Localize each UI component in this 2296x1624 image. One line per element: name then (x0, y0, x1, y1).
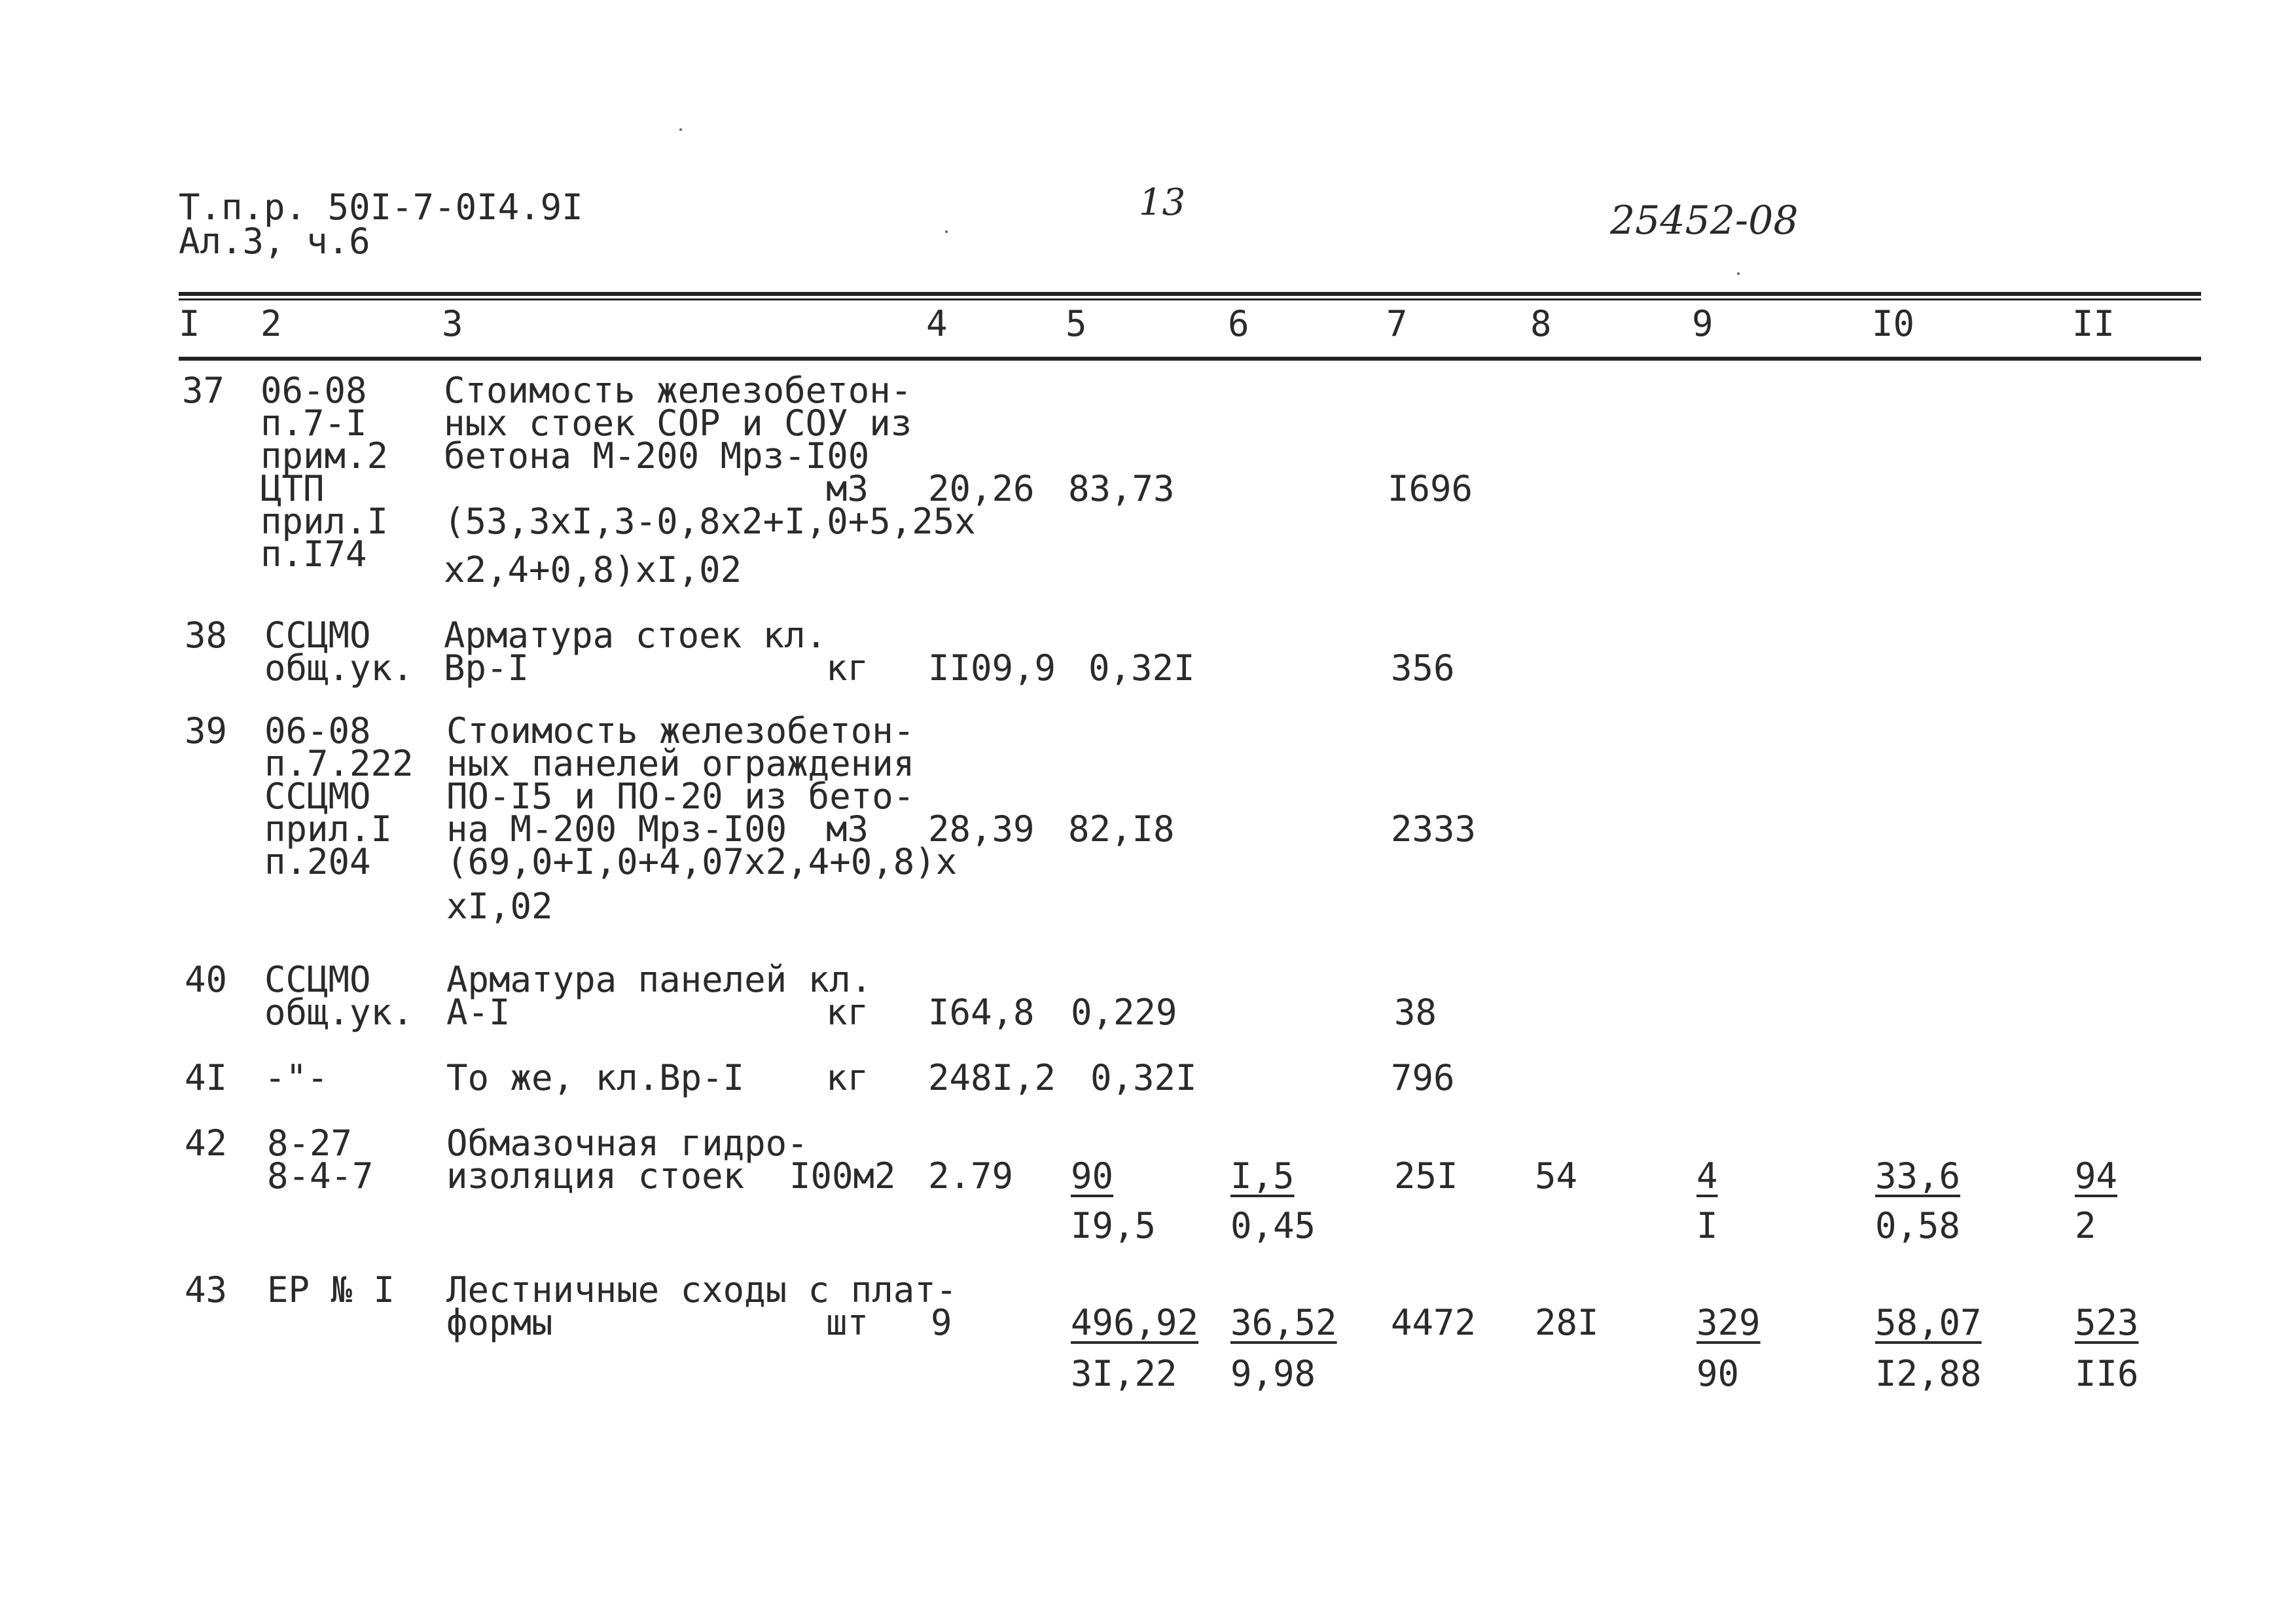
basis-code: п.I74 (260, 533, 367, 575)
total-cost: 2333 (1391, 808, 1477, 850)
machine-total-wages: I (1696, 1205, 1718, 1246)
basis-code: прим.2 (260, 435, 389, 477)
table-top-rule-thin (179, 298, 2201, 300)
basis-code: 8-27 (267, 1123, 353, 1164)
description-line: ПО-I5 и ПО-20 из бето- (446, 776, 915, 817)
basis-code: 8-4-7 (267, 1155, 374, 1197)
column-header: I (179, 303, 200, 344)
labor-norm: 33,6 (1875, 1155, 1961, 1197)
description-line: Арматура панелей кл. (446, 959, 872, 1000)
row-number: 43 (185, 1269, 228, 1310)
machine-total: 4 (1696, 1155, 1718, 1197)
basis-code: общ.ук. (264, 647, 414, 689)
basis-code: общ.ук. (264, 992, 414, 1033)
unit: шт (826, 1302, 869, 1343)
quantity: 28,39 (928, 808, 1035, 850)
description-line: ных панелей ограждения (446, 743, 915, 784)
description-line: Стоимость железобетон- (444, 370, 912, 411)
labor-total-machine: II6 (2075, 1353, 2139, 1394)
column-header: 5 (1066, 303, 1087, 344)
unit-cost-total: 90 (1071, 1155, 1114, 1197)
machine-cost: I,5 (1230, 1155, 1295, 1197)
unit: м3 (826, 808, 869, 850)
total-cost: 38 (1394, 992, 1437, 1033)
scan-speck (1737, 272, 1740, 275)
labor-total-machine: 2 (2075, 1205, 2096, 1246)
quantity: 2.79 (928, 1155, 1014, 1197)
basis-code: -"- (264, 1057, 329, 1098)
description-line: Стоимость железобетон- (446, 710, 915, 751)
machine-cost: 36,52 (1230, 1302, 1337, 1343)
scan-speck (679, 128, 682, 131)
basis-code: прил.I (260, 501, 389, 542)
basis-code: ССЦМО (264, 615, 371, 656)
basis-code: ЦТП (260, 468, 325, 509)
description-line: Обмазочная гидро- (446, 1123, 808, 1164)
description-line: изоляция стоек (446, 1155, 745, 1197)
quantity: I64,8 (928, 992, 1035, 1033)
description-line: Арматура стоек кл. (444, 615, 827, 656)
header-bottom-rule (179, 357, 2201, 361)
labor-norm-machine: 0,58 (1875, 1205, 1961, 1246)
total-wages: 54 (1535, 1155, 1578, 1197)
column-header: 2 (260, 303, 282, 344)
basis-code: ЕР № I (267, 1269, 395, 1310)
basis-code: 06-08 (260, 370, 367, 411)
row-number: 42 (185, 1123, 228, 1164)
machine-wages: 0,45 (1230, 1205, 1316, 1246)
row-number: 38 (185, 615, 228, 656)
quantity: 20,26 (928, 468, 1035, 509)
quantity: 9 (931, 1302, 952, 1343)
description-line: А-I (446, 992, 511, 1033)
basis-code: п.7-I (260, 403, 367, 444)
unit-cost: 0,32I (1088, 647, 1195, 689)
unit-cost: 0,32I (1090, 1057, 1197, 1098)
description-line: Лестничные сходы с плат- (446, 1269, 958, 1310)
description-line: бетона М-200 Мрз-I00 (444, 435, 870, 477)
machine-total: 329 (1696, 1302, 1761, 1343)
unit-cost: 0,229 (1071, 992, 1177, 1033)
unit-cost: 83,73 (1068, 468, 1175, 509)
unit: кг (826, 992, 869, 1033)
row-number: 40 (185, 959, 228, 1000)
description-line: (69,0+I,0+4,07х2,4+0,8)х (446, 841, 958, 882)
total-cost: 4472 (1391, 1302, 1477, 1343)
description-line: на М-200 Мрз-I00 (446, 808, 787, 850)
total-cost: 796 (1391, 1057, 1455, 1098)
column-header: II (2072, 303, 2115, 344)
basis-code: ССЦМО (264, 959, 371, 1000)
description-line: То же, кл.Вр-I (446, 1057, 745, 1098)
machine-wages: 9,98 (1230, 1353, 1316, 1394)
unit: кг (826, 1057, 869, 1098)
doc-album-part: Ал.3, ч.6 (179, 221, 370, 262)
unit-cost-wages: 3I,22 (1071, 1353, 1177, 1394)
labor-total: 523 (2075, 1302, 2139, 1343)
column-header: 8 (1530, 303, 1552, 344)
basis-code: п.7.222 (264, 743, 414, 784)
quantity: 248I,2 (928, 1057, 1056, 1098)
doc-designation: Т.п.р. 50I-7-0I4.9I (179, 187, 583, 228)
unit-cost-total: 496,92 (1071, 1302, 1199, 1343)
labor-total: 94 (2075, 1155, 2118, 1197)
column-header: 9 (1692, 303, 1713, 344)
labor-norm-machine: I2,88 (1875, 1353, 1982, 1394)
column-header: 4 (926, 303, 948, 344)
total-cost: 356 (1391, 647, 1455, 689)
row-number: 4I (185, 1057, 228, 1098)
scan-speck (945, 230, 948, 233)
unit: I00м2 (789, 1155, 896, 1197)
row-number: 39 (185, 710, 228, 751)
column-header: 7 (1386, 303, 1408, 344)
column-header: 6 (1228, 303, 1249, 344)
description-line: (53,3хI,3-0,8х2+I,0+5,25х (444, 501, 976, 542)
labor-norm: 58,07 (1875, 1302, 1982, 1343)
page-number: 13 (1139, 181, 1186, 224)
description-line: Вр-I (444, 647, 529, 689)
column-header: I0 (1872, 303, 1915, 344)
unit: кг (826, 647, 869, 689)
total-cost: I696 (1388, 468, 1473, 509)
total-cost: 25I (1394, 1155, 1458, 1197)
column-header: 3 (442, 303, 463, 344)
basis-code: 06-08 (264, 710, 371, 751)
row-number: 37 (182, 370, 225, 411)
unit-cost-wages: I9,5 (1071, 1205, 1157, 1246)
archive-stamp-number: 25452-08 (1610, 198, 1799, 244)
basis-code: п.204 (264, 841, 371, 882)
description-line: х2,4+0,8)хI,02 (444, 549, 742, 590)
basis-code: прил.I (264, 808, 393, 850)
table-top-rule (179, 292, 2201, 296)
machine-total-wages: 90 (1696, 1353, 1740, 1394)
description-line: ных стоек СОР и СОУ из (444, 403, 912, 444)
unit: м3 (826, 468, 869, 509)
unit-cost: 82,I8 (1068, 808, 1175, 850)
total-wages: 28I (1535, 1302, 1599, 1343)
basis-code: ССЦМО (264, 776, 371, 817)
description-line: хI,02 (446, 886, 553, 927)
quantity: II09,9 (928, 647, 1056, 689)
description-line: формы (446, 1302, 553, 1343)
